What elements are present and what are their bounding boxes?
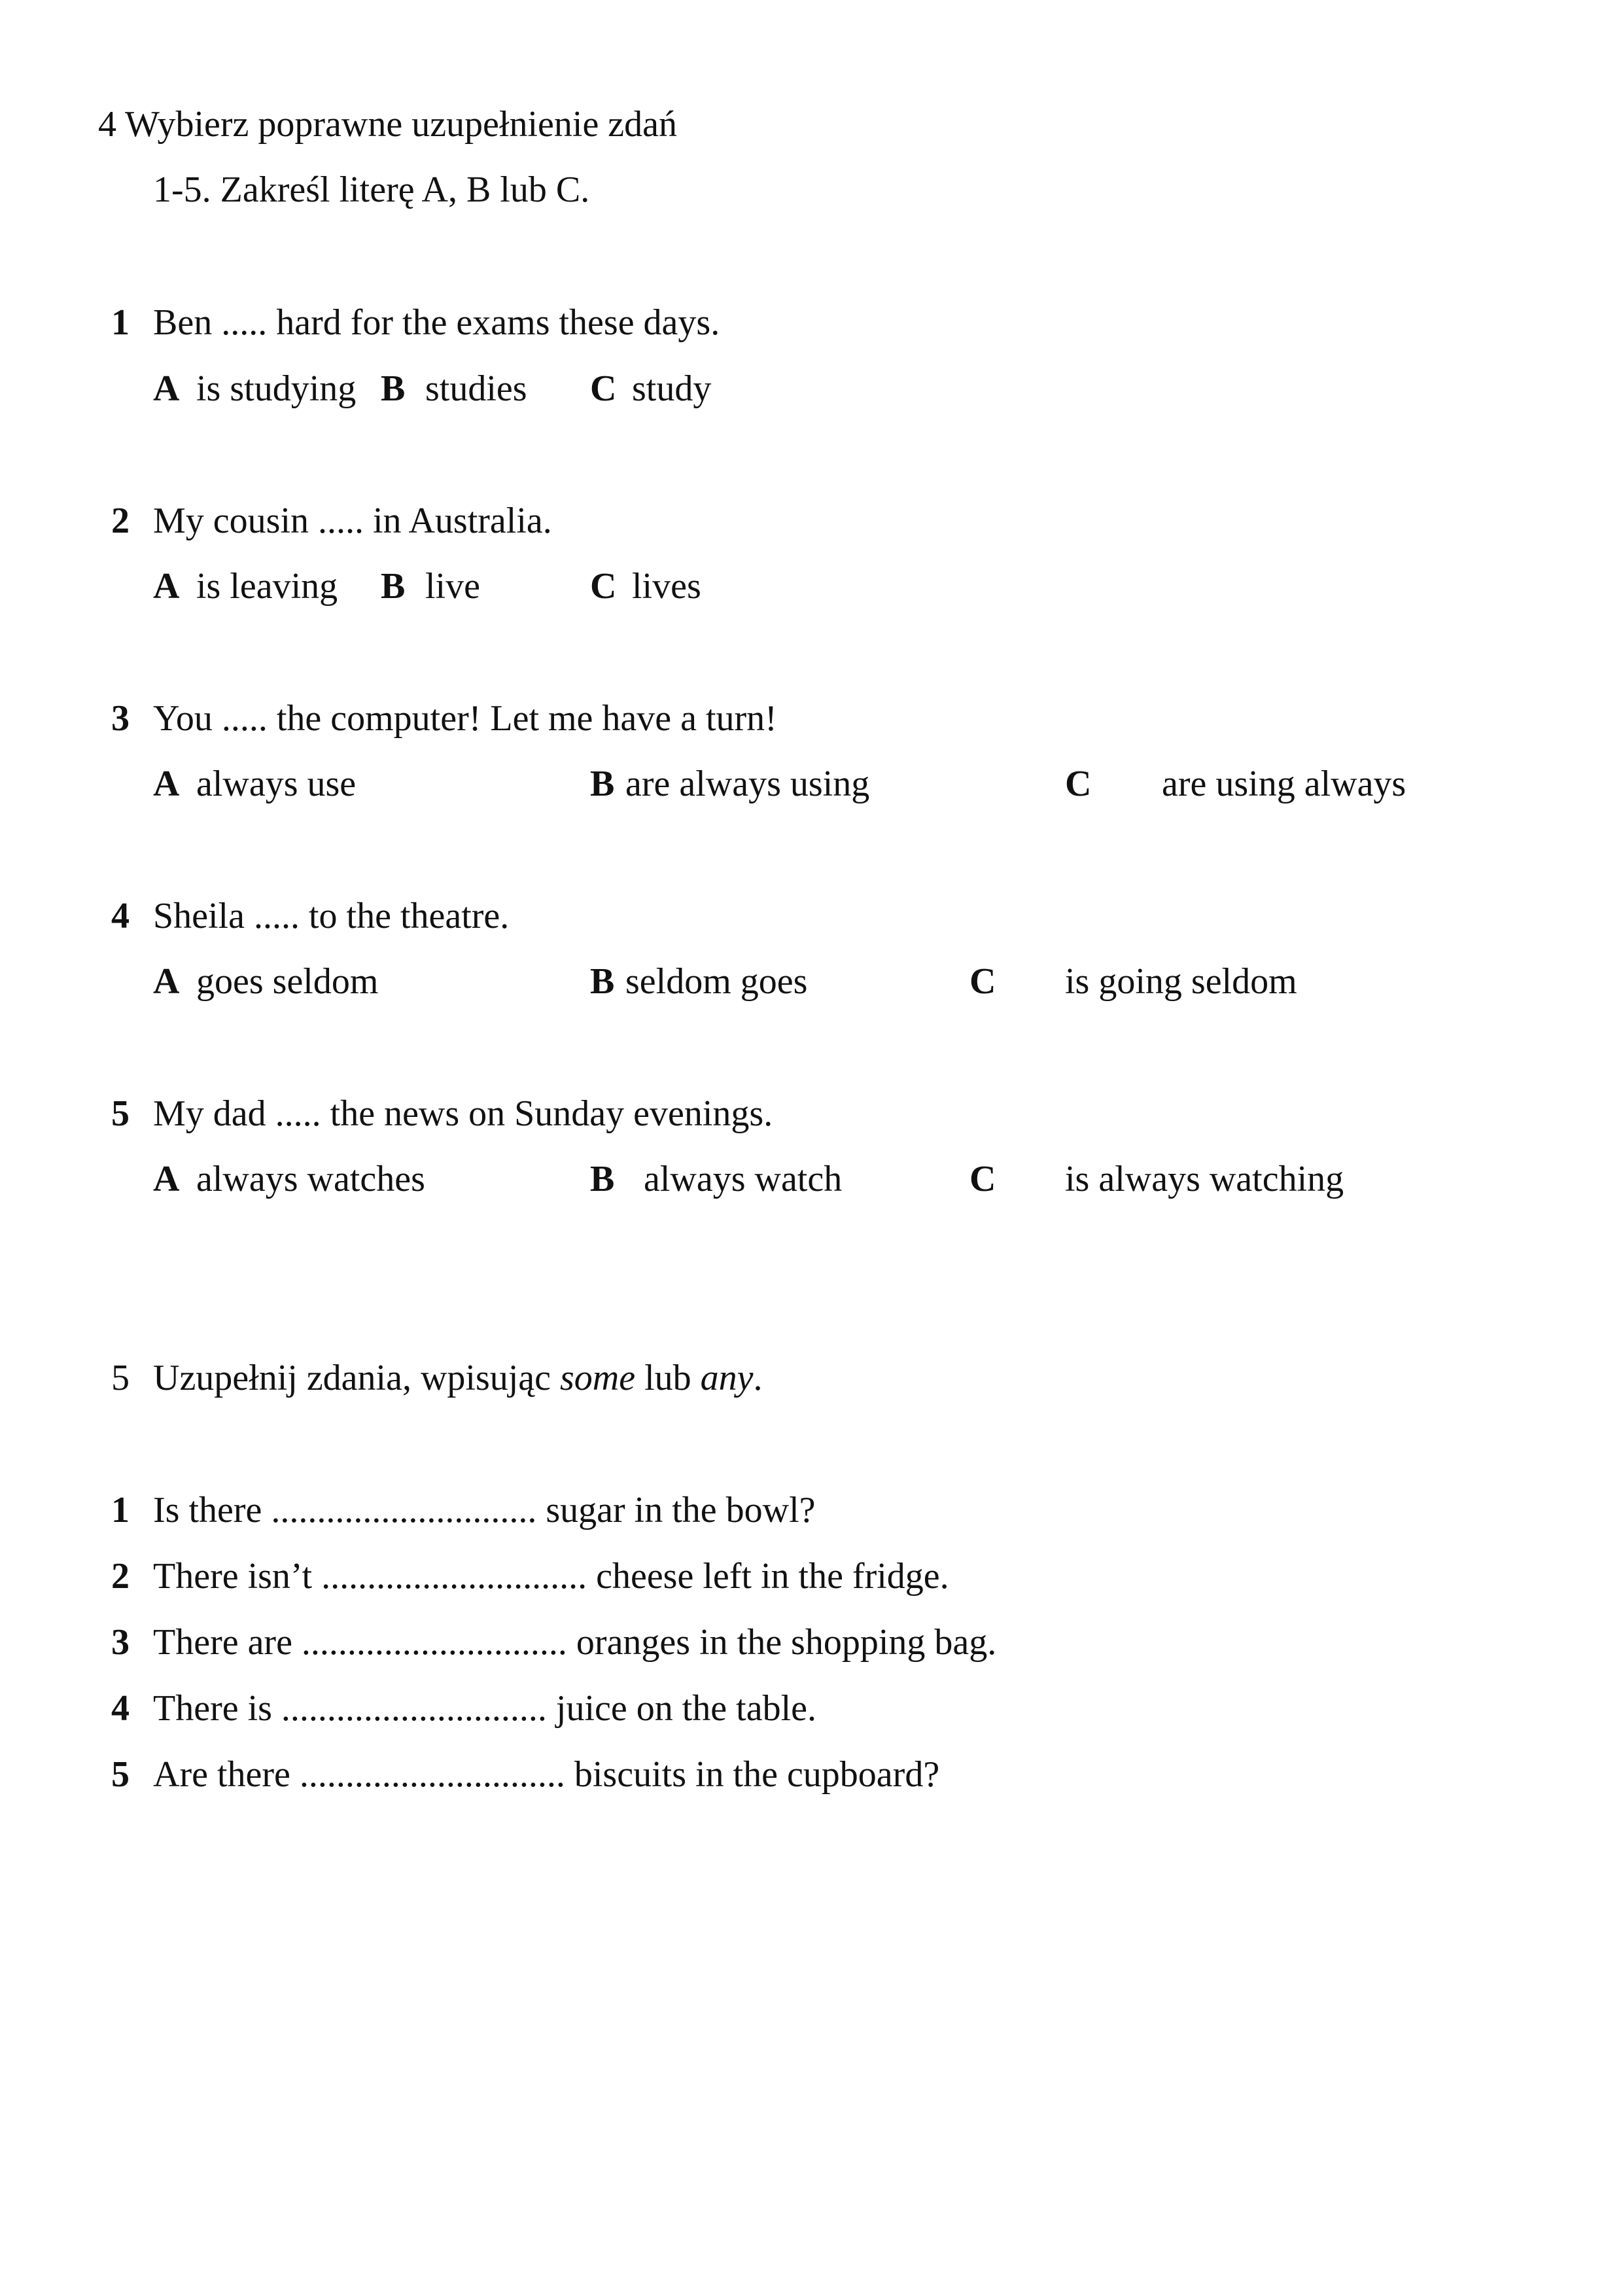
question-3-option-a-text[interactable]: always use xyxy=(196,764,357,804)
exercise-5-word-some: some xyxy=(560,1358,636,1398)
question-2-option-b-letter[interactable]: B xyxy=(381,566,406,607)
question-3-number: 3 xyxy=(111,698,130,739)
question-4-option-c-letter[interactable]: C xyxy=(969,961,996,1002)
exercise-5-word-any: any xyxy=(700,1358,754,1398)
question-4-option-b-text[interactable]: seldom goes xyxy=(625,961,808,1002)
question-4-option-a-text[interactable]: goes seldom xyxy=(196,961,379,1002)
question-2-number: 2 xyxy=(111,501,130,541)
question-4-option-c-text[interactable]: is going seldom xyxy=(1065,961,1297,1002)
question-1-option-c-text[interactable]: study xyxy=(632,368,712,409)
question-2-option-a-letter[interactable]: A xyxy=(153,566,180,607)
question-3-option-b-letter[interactable]: B xyxy=(590,764,615,804)
question-1-option-c-letter[interactable]: C xyxy=(590,368,617,409)
question-4-sentence: Sheila ..... to the theatre. xyxy=(153,896,510,936)
question-4-option-b-letter[interactable]: B xyxy=(590,961,615,1002)
question-1-option-b-letter[interactable]: B xyxy=(381,368,406,409)
question-1-option-a-letter[interactable]: A xyxy=(153,368,180,409)
question-3-option-c-text[interactable]: are using always xyxy=(1162,764,1406,804)
question-5-sentence: My dad ..... the news on Sunday evenings. xyxy=(153,1093,773,1134)
fill-item-5-number: 5 xyxy=(111,1754,130,1795)
question-5-option-a-text[interactable]: always watches xyxy=(196,1159,425,1199)
question-1-sentence: Ben ..... hard for the exams these days. xyxy=(153,302,720,343)
fill-item-3-number: 3 xyxy=(111,1622,130,1663)
question-3-option-a-letter[interactable]: A xyxy=(153,764,180,804)
exercise-4-title: 4 Wybierz poprawne uzupełnienie zdań xyxy=(98,104,678,145)
exercise-5-title-text: Uzupełnij zdania, wpisując xyxy=(153,1358,551,1398)
exercise-5-word-lub: lub xyxy=(644,1358,691,1398)
fill-item-2-text[interactable]: There isn’t ............................. cheese left in the fridge. xyxy=(153,1556,949,1597)
fill-item-3-text[interactable]: There are ............................. oranges in the shopping bag. xyxy=(153,1622,997,1663)
fill-item-1-number: 1 xyxy=(111,1490,130,1530)
question-3-option-b-text[interactable]: are always using xyxy=(625,764,870,804)
question-4-number: 4 xyxy=(111,896,130,936)
question-2-option-b-text[interactable]: live xyxy=(425,566,480,607)
question-1-option-a-text[interactable]: is studying xyxy=(196,368,357,409)
exercise-4-instruction: 1-5. Zakreśl literę A, B lub C. xyxy=(153,169,590,210)
question-2-option-a-text[interactable]: is leaving xyxy=(196,566,338,607)
question-3-option-c-letter[interactable]: C xyxy=(1065,764,1092,804)
question-5-option-b-letter[interactable]: B xyxy=(590,1159,615,1199)
question-5-option-a-letter[interactable]: A xyxy=(153,1159,180,1199)
question-1-option-b-text[interactable]: studies xyxy=(425,368,527,409)
fill-item-4-text[interactable]: There is ............................. juice on the table. xyxy=(153,1688,816,1729)
exercise-5-title xyxy=(153,1360,763,1396)
fill-item-4-number: 4 xyxy=(111,1688,130,1729)
question-5-option-c-letter[interactable]: C xyxy=(969,1159,996,1199)
question-5-option-c-text[interactable]: is always watching xyxy=(1065,1159,1344,1199)
question-2-option-c-text[interactable]: lives xyxy=(632,566,701,607)
fill-item-5-text[interactable]: Are there ............................. biscuits in the cupboard? xyxy=(153,1754,940,1795)
question-1-number: 1 xyxy=(111,302,130,343)
question-5-option-b-text[interactable]: always watch xyxy=(644,1159,843,1199)
question-5-number: 5 xyxy=(111,1093,130,1134)
question-2-sentence: My cousin ..... in Australia. xyxy=(153,501,552,541)
fill-item-2-number: 2 xyxy=(111,1556,130,1597)
question-4-option-a-letter[interactable]: A xyxy=(153,961,180,1002)
question-2-option-c-letter[interactable]: C xyxy=(590,566,617,607)
exercise-5-number: 5 xyxy=(111,1358,130,1398)
fill-item-1-text[interactable]: Is there ............................. sugar in the bowl? xyxy=(153,1490,816,1530)
question-3-sentence: You ..... the computer! Let me have a turn! xyxy=(153,698,777,739)
exercise-5-title-period: . xyxy=(753,1358,763,1398)
